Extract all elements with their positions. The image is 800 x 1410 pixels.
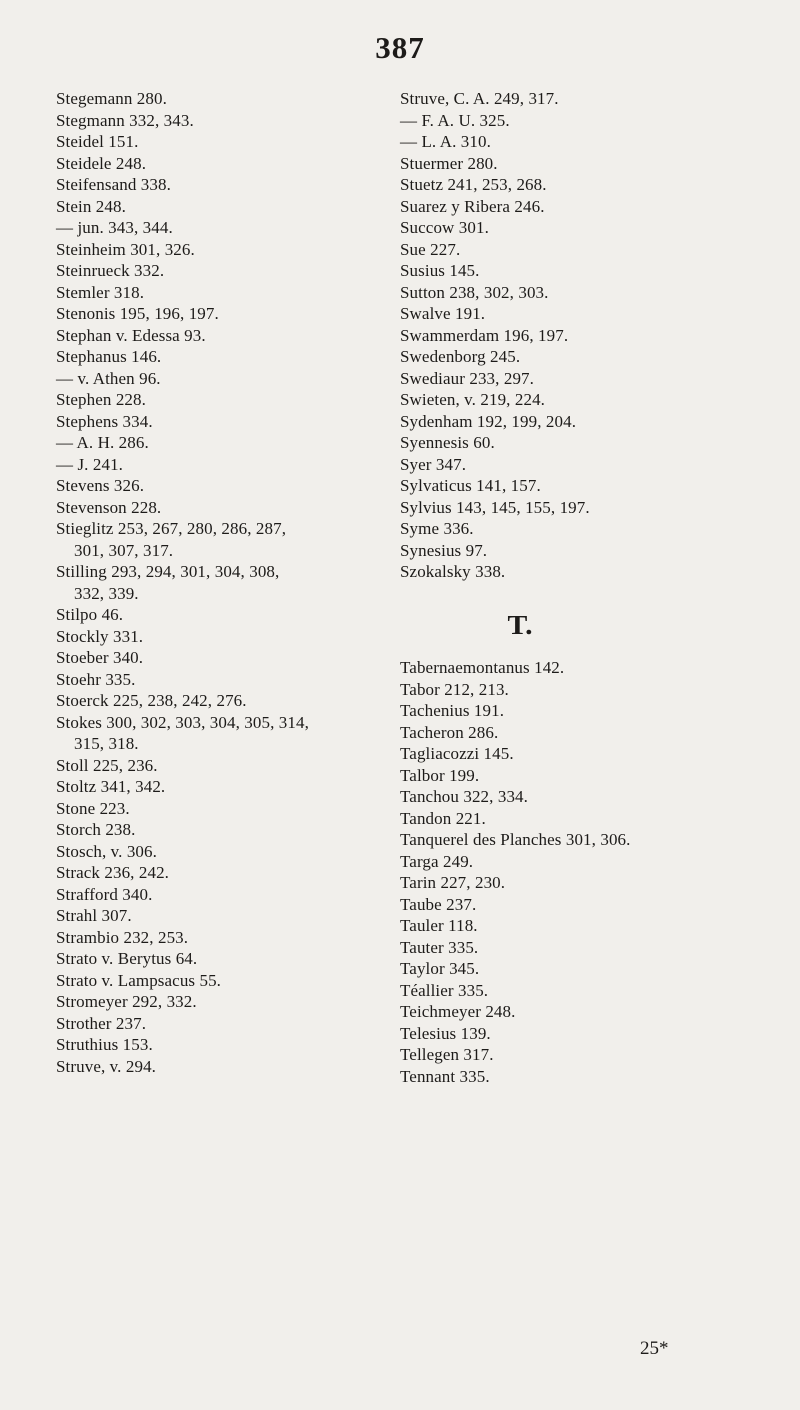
index-entry: Tauler 118. [400,916,478,935]
index-entry: Syer 347. [400,454,467,474]
index-entry: Tacheron 286. [400,722,499,742]
index-entry: Strambio 232, 253. [56,927,189,947]
index-entry: Swedenborg 245. [400,347,521,366]
index-entry: Stokes 300, 302, 303, 304, 305, 314, [56,712,309,732]
index-entry: — J. 241. [56,454,124,474]
index-entry: Stein 248. [56,196,126,216]
index-entry: Stuetz 241, 253, 268. [400,175,547,194]
index-entry: Stenonis 195, 196, 197. [56,304,219,323]
index-entry: Stephan v. Edessa 93. [56,325,206,345]
signature-mark: 25* [640,1338,669,1359]
index-entry: Szokalsky 338. [400,562,506,581]
index-entry-continuation: 332, 339. [74,583,139,603]
index-entry: — F. A. U. 325. [400,110,510,130]
index-entry: Stephens 334. [56,411,153,431]
index-entry: Stevenson 228. [56,497,162,517]
index-entry: Strafford 340. [56,884,153,904]
index-entry: Strato v. Lampsacus 55. [56,970,222,990]
index-entry: Succow 301. [400,218,489,237]
index-entry: Talbor 199. [400,765,480,785]
index-entry: Stemler 318. [56,282,145,302]
index-entry: Sylvaticus 141, 157. [400,476,541,495]
index-entry: Swammerdam 196, 197. [400,325,569,345]
index-entry: Stephen 228. [56,390,146,409]
section-spacer [400,647,795,657]
index-entry: Tandon 221. [400,808,486,828]
index-entry: Sue 227. [400,239,461,259]
index-entry: Susius 145. [400,261,480,280]
index-entry: Taylor 345. [400,959,480,978]
index-entry: — L. A. 310. [400,132,491,151]
index-entry-continuation: 315, 318. [74,734,139,753]
index-entry: Stockly 331. [56,626,144,646]
index-entry-continuation: 301, 307, 317. [74,540,174,560]
index-entry: Stone 223. [56,798,130,818]
index-entry: Tarin 227, 230. [400,873,506,892]
index-entry: Strato v. Berytus 64. [56,949,198,968]
page-number: 387 [375,30,425,65]
index-entry: Stilpo 46. [56,605,124,624]
index-entry: Stoll 225, 236. [56,755,158,775]
index-entry: Sutton 238, 302, 303. [400,282,549,302]
index-entry: Tellegen 317. [400,1045,494,1064]
index-entry: Stevens 326. [56,476,145,495]
index-entry: Swediaur 233, 297. [400,368,535,388]
index-entry: — jun. 343, 344. [56,218,173,237]
index-entry: Swalve 191. [400,304,486,323]
index-entry: Tennant 335. [400,1066,490,1086]
index-entry: Sylvius 143, 145, 155, 197. [400,497,590,517]
index-entry: Syennesis 60. [400,433,495,452]
index-entry: Teichmeyer 248. [400,1002,516,1021]
index-entry: Steinrueck 332. [56,261,165,280]
index-entry: Tagliacozzi 145. [400,744,514,763]
index-entry: Tanchou 322, 334. [400,787,528,806]
index-entry: Stoltz 341, 342. [56,777,166,796]
section-letter-heading: T. [507,610,533,640]
index-entry: Stosch, v. 306. [56,841,157,861]
index-entry: — v. Athen 96. [56,368,161,388]
index-entry: Tauter 335. [400,937,479,957]
index-entry: Steinheim 301, 326. [56,239,195,259]
index-entry: Targa 249. [400,851,474,871]
index-entry: Tabor 212, 213. [400,679,509,699]
index-entry: Strahl 307. [56,906,132,925]
index-entry: Swieten, v. 219, 224. [400,390,546,409]
index-entry: Stilling 293, 294, 301, 304, 308, [56,562,280,581]
index-entry: Strother 237. [56,1013,147,1033]
index-entry: Tanquerel des Planches 301, 306. [400,830,631,849]
index-entry: Struthius 153. [56,1035,153,1054]
index-entry: Steidel 151. [56,132,139,151]
index-entry: Tabernaemontanus 142. [400,658,565,677]
index-entry: Stuermer 280. [400,153,498,173]
index-entry: Stephanus 146. [56,347,162,366]
index-entry: Struve, C. A. 249, 317. [400,89,559,108]
index-entry: Storch 238. [56,820,136,839]
index-entry: Taube 237. [400,894,477,914]
index-entry: — A. H. 286. [56,433,149,452]
index-entry: Synesius 97. [400,540,488,560]
index-entry: Strack 236, 242. [56,863,170,882]
section-spacer [400,583,795,605]
index-entry: Struve, v. 294. [56,1056,157,1076]
index-entry: Steifensand 338. [56,175,171,194]
index-entry: Stoeber 340. [56,648,144,667]
index-entry: Telesius 139. [400,1023,491,1043]
index-entry: Stegmann 332, 343. [56,110,194,130]
index-entry: Stromeyer 292, 332. [56,992,197,1011]
index-entry: Stieglitz 253, 267, 280, 286, 287, [56,519,287,538]
index-entry: Stegemann 280. [56,89,167,108]
index-entry: Stoehr 335. [56,669,136,689]
right-index-column [400,88,795,1087]
index-entry: Tachenius 191. [400,701,505,720]
index-entry: Stoerck 225, 238, 242, 276. [56,691,247,710]
left-index-column [56,88,402,1077]
index-entry: Suarez y Ribera 246. [400,196,545,216]
index-entry: Sydenham 192, 199, 204. [400,411,577,431]
index-entry: Syme 336. [400,519,474,538]
index-entry: Steidele 248. [56,153,147,173]
index-entry: Téallier 335. [400,980,489,1000]
